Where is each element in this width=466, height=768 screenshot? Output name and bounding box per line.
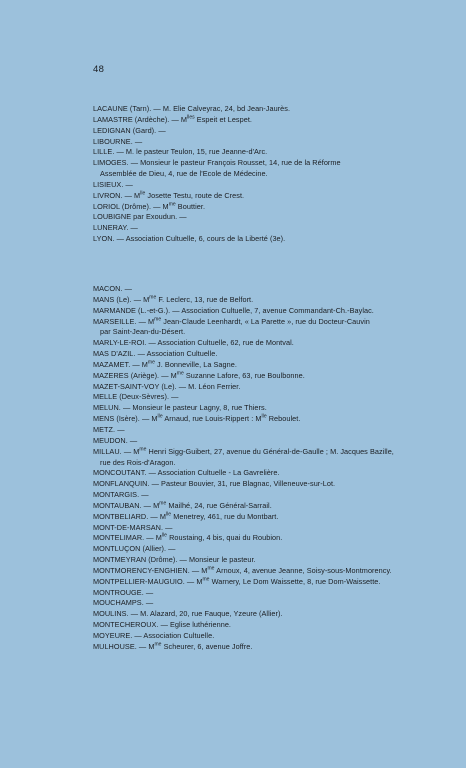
entry-text: MENS (Isère). — $M^{lle}$ Arnaud, rue Louis-Rippert : $M^{lle}$ Reboulet. [93,413,301,424]
entry-text: LIVRON. — $M^{lle}$ Josette Testu, route de Crest. [93,190,245,200]
entry-text: MILLAU. — $M^{me}$ Henri Sigg-Guibert, 27, avenue du Général-de-Gaulle ; M. Jacques Bazille, [93,446,394,456]
entry-text: MOULINS. — M. Alazard, 20, rue Fauque, Yzeure (Allier). [93,609,283,619]
entry-text: MONTLUÇON (Allier). — [93,544,176,554]
entry-text: MONTAUBAN. — $M^{me}$ Mailhé, 24, rue Général-Sarrail. [93,500,272,510]
directory-entry [93,223,433,234]
entry-text: MONTECHEROUX. — Eglise luthérienne. [93,620,231,630]
page-number: 48 [93,64,105,75]
directory-entry [93,512,433,523]
entry-continuation: par Saint-Jean-du-Désert. [100,327,186,337]
entry-text: MONTELIMAR. — $M^{lle}$ Roustaing, 4 bis, quai du Roubion. [93,532,283,543]
entry-text: MONTROUGE. — [93,587,154,597]
directory-entry [93,202,433,213]
directory-entry [93,598,433,609]
entry-text: MONTMORENCY-ENGHIEN. — $M^{me}$ Arnoux, 4, avenue Jeanne, Soisy-sous-Montmorency. [93,565,392,575]
directory-entry [93,147,433,158]
entry-text: MONCOUTANT. — Association Cultuelle - La Gavrelière. [93,468,280,478]
directory-entry [93,104,433,115]
entry-continuation: rue des Rois-d'Aragon. [100,457,176,467]
directory-entry [93,284,433,295]
directory-entry [93,180,433,191]
directory-entry [93,436,433,447]
directory-entry [93,158,433,180]
directory-entry [93,631,433,642]
entry-text: LORIOL (Drôme). — $M^{me}$ Bouttier. [93,201,206,211]
directory-entry [93,479,433,490]
entry-text: LEDIGNAN (Gard). — [93,125,166,135]
directory-entry [93,349,433,360]
directory-entry [93,403,433,414]
entry-text: MARMANDE (L.-et-G.). — Association Cultuelle, 7, avenue Commandant-Ch.-Baylac. [93,305,374,315]
entry-text: LUNERAY. — [93,223,138,233]
directory-entry [93,609,433,620]
directory-entry [93,234,433,245]
entry-text: MELLE (Deux-Sèvres). — [93,392,179,402]
directory-entry [93,501,433,512]
entry-text: MEUDON. — [93,435,138,445]
directory-entry [93,490,433,501]
entry-text: LIMOGES. — Monsieur le pasteur François Rousset, 14, rue de la Réforme [93,158,341,168]
directory-entry [93,414,433,425]
entry-text: MACON. — [93,284,132,293]
directory-entry [93,566,433,577]
directory-entry [93,382,433,393]
entry-text: LAMASTRE (Ardèche). — $M^{lles}$ Espeit et Lespet. [93,114,253,124]
entry-text: MANS (Le). — $M^{me}$ F. Leclerc, 13, rue de Belfort. [93,294,254,304]
entry-text: LOUBIGNE par Exoudun. — [93,212,187,222]
directory-entry [93,468,433,479]
directory-entry [93,392,433,403]
entry-text: MARLY-LE-ROI. — Association Cultuelle, 62, rue de Montval. [93,338,294,348]
directory-entry [93,577,433,588]
directory-entry [93,126,433,137]
directory-entry [93,544,433,555]
entry-text: MOUCHAMPS. — [93,598,154,608]
directory-entry [93,338,433,349]
directory-entry [93,115,433,126]
entry-text: LYON. — Association Cultuelle, 6, cours de la Liberté (3e). [93,234,286,244]
directory-entry [93,588,433,599]
directory-entry [93,620,433,631]
entry-text: MAZAMET. — $M^{me}$ J. Bonneville, La Sagne. [93,359,237,369]
entry-text: MONFLANQUIN. — Pasteur Bouvier, 31, rue Blagnac, Villeneuve-sur-Lot. [93,479,336,489]
entry-text: LIBOURNE. — [93,136,143,146]
directory-entry [93,642,433,653]
directory-entry [93,317,433,339]
directory-entry [93,371,433,382]
directory-section-m [93,284,433,653]
directory-section-l [93,104,433,245]
entry-text: MAZERES (Ariège). — $M^{me}$ Suzanne Lafore, 63, rue Boulbonne. [93,370,305,380]
entry-text: LISIEUX. — [93,179,133,189]
entry-text: MONT-DE-MARSAN. — [93,522,173,532]
directory-entry [93,533,433,544]
entry-text: LILLE. — M. le pasteur Teulon, 15, rue Jeanne-d'Arc. [93,147,268,157]
directory-entry [93,447,433,469]
entry-text: MOYEURE. — Association Cultuelle. [93,631,215,640]
directory-entry [93,295,433,306]
directory-entry [93,212,433,223]
directory-entry [93,360,433,371]
entry-text: MULHOUSE. — $M^{me}$ Scheurer, 6, avenue Joffre. [93,641,253,651]
directory-entry [93,306,433,317]
entry-text: MONTBELIARD. — $M^{lle}$ Menetrey, 461, rue du Montbart. [93,511,279,521]
directory-entry [93,137,433,148]
directory-entry [93,523,433,534]
directory-entry [93,191,433,202]
directory-entry [93,425,433,436]
entry-text: LACAUNE (Tarn). — M. Elie Calveyrac, 24, bd Jean-Jaurès. [93,104,291,113]
entry-text: MONTMEYRAN (Drôme). — Monsieur le pasteur. [93,555,256,565]
entry-continuation: Assemblée de Dieu, 4, rue de l'Ecole de Médecine. [100,169,268,179]
entry-text: MONTARGIS. — [93,490,149,500]
entry-text: MELUN. — Monsieur le pasteur Lagny, 8, rue Thiers. [93,403,267,413]
entry-text: MAS D'AZIL. — Association Cultuelle. [93,349,218,359]
directory-entry [93,555,433,566]
entry-text: MONTPELLIER-MAUGUIO. — $M^{me}$ Warnery, Le Dom Waissette, 8, rue Dom-Waissette. [93,576,381,586]
entry-text: MARSEILLE. — $M^{me}$ Jean-Claude Leenhardt, « La Parette », rue du Docteur-Cauvin [93,316,370,326]
entry-text: METZ. — [93,424,125,434]
entry-text: MAZET-SAINT-VOY (Le). — M. Léon Ferrier. [93,381,241,391]
